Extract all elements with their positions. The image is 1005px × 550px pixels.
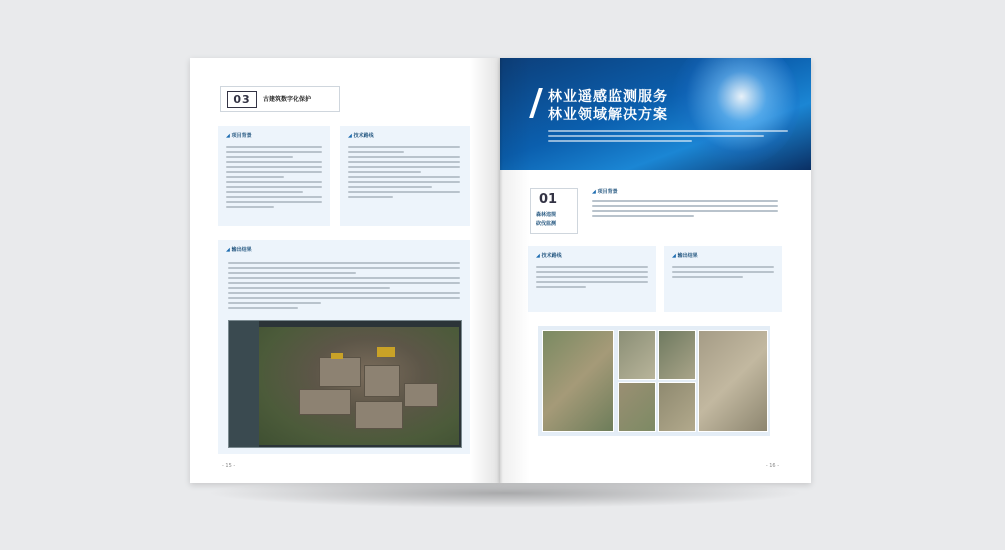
panel-title-background: ◢ 项目背景	[226, 132, 252, 139]
software-sidebar	[229, 321, 259, 447]
right-background-text	[592, 200, 778, 220]
right-panel-title-output: ◢ 输出结果	[672, 252, 698, 259]
route-text	[348, 146, 460, 201]
right-route-panel	[528, 246, 656, 312]
left-page	[190, 58, 500, 483]
section-title: 古建筑数字化保护	[263, 96, 312, 103]
page-number-left: - 15 -	[222, 463, 236, 469]
satellite-image-3	[658, 330, 696, 380]
banner	[500, 58, 811, 170]
route-panel	[340, 126, 470, 226]
item-caption-line2: 砍伐监测	[536, 221, 557, 227]
software-screenshot	[228, 320, 462, 448]
right-output-text	[672, 266, 774, 281]
satellite-image-4	[618, 382, 656, 432]
satellite-image-5	[658, 382, 696, 432]
satellite-image-1	[542, 330, 614, 432]
panel-title-route: ◢ 技术路线	[348, 132, 374, 139]
section-number: 03	[227, 91, 257, 108]
right-output-panel	[664, 246, 782, 312]
panel-title-output: ◢ 输出结果	[226, 246, 252, 253]
banner-title-line2: 林业领域解决方案	[548, 107, 668, 123]
satellite-image-grid	[538, 326, 770, 436]
aerial-temple-photo	[259, 327, 459, 445]
item-caption-line1: 森林违规	[536, 212, 557, 218]
satellite-image-2	[618, 330, 656, 380]
right-page	[500, 58, 811, 483]
title-slash	[529, 88, 543, 118]
section-header	[220, 86, 340, 112]
page-number-right: - 16 -	[765, 463, 779, 469]
right-background-panel	[584, 182, 784, 236]
item-number: 01	[539, 192, 558, 207]
item-number-box	[530, 188, 578, 234]
banner-text	[548, 130, 788, 145]
output-text	[228, 262, 460, 312]
banner-title-line1: 林业遥感监测服务	[548, 89, 668, 105]
satellite-image-6	[698, 330, 768, 432]
globe-graphic	[670, 58, 800, 168]
background-text	[226, 146, 322, 211]
right-route-text	[536, 266, 648, 291]
background-panel	[218, 126, 330, 226]
right-panel-title-route: ◢ 技术路线	[536, 252, 562, 259]
right-panel-title-background: ◢ 项目背景	[592, 188, 618, 195]
